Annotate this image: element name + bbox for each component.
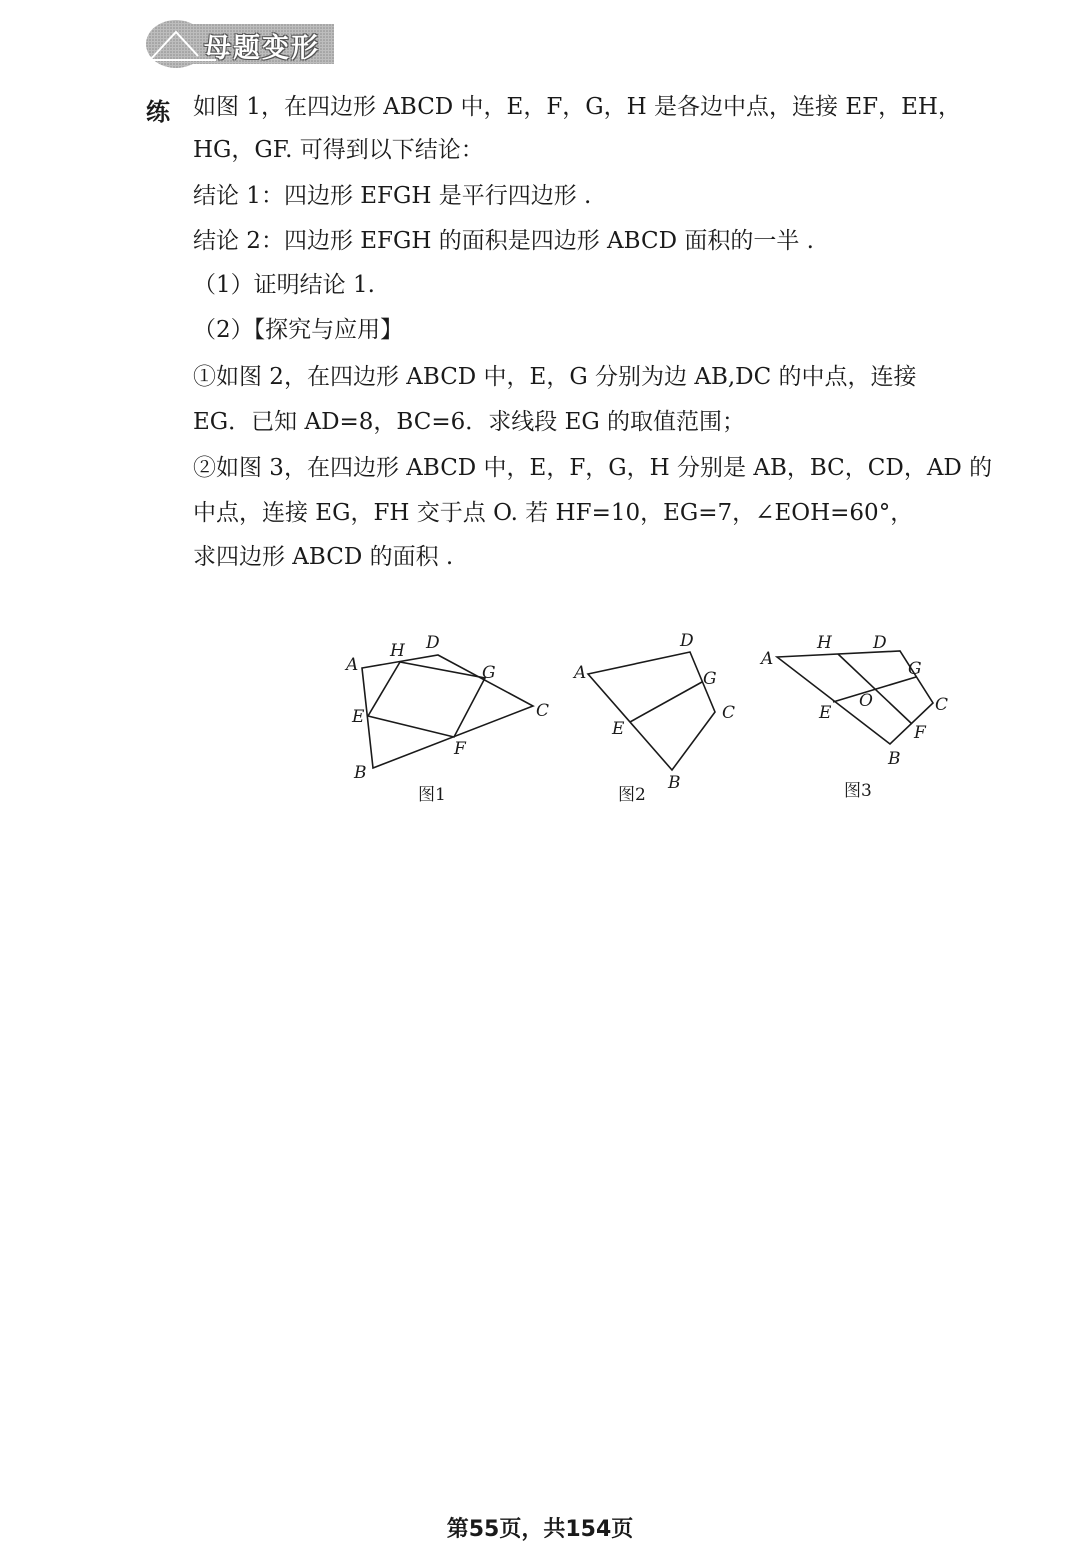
fig3-label-a: A (761, 649, 774, 669)
conclusion-1: 结论 1：四边形 EFGH 是平行四边形 . (193, 183, 592, 209)
fig3-label-b: B (888, 749, 901, 769)
sub-question-2-line-3: 求四边形 ABCD 的面积 . (193, 544, 454, 570)
sub-question-2-line-2: 中点，连接 EG，FH 交于点 O. 若 HF=10，EG=7，∠EOH=60°， (193, 500, 914, 526)
section-badge (146, 18, 336, 68)
figure-1 (330, 620, 560, 794)
fig3-label-o: O (859, 691, 873, 711)
fig2-label-g: G (703, 669, 717, 689)
figure-2 (560, 620, 760, 799)
fig3-label-d: D (873, 633, 887, 653)
page-number: 第55页，共154页 (446, 1517, 634, 1542)
exercise-label: 练 (146, 98, 170, 126)
fig1-label-a: A (346, 655, 359, 675)
problem-line-1: 如图 1，在四边形 ABCD 中，E，F，G，H 是各边中点，连接 EF，EH， (193, 94, 961, 120)
figure-2-caption: 图2 (618, 785, 646, 805)
fig1-label-g: G (482, 663, 496, 683)
fig2-label-b: B (668, 773, 681, 793)
question-2-heading: （2）【探究与应用】 (193, 317, 404, 343)
fig2-label-e: E (612, 719, 625, 739)
sub-question-1-line-1: ①如图 2，在四边形 ABCD 中，E，G 分别为边 AB,DC 的中点，连接 (193, 364, 917, 390)
problem-line-2: HG，GF. 可得到以下结论： (193, 137, 484, 163)
fig3-label-e: E (819, 703, 832, 723)
badge-title: 母题变形 (204, 33, 320, 64)
fig1-label-e: E (352, 707, 365, 727)
fig1-label-d: D (426, 633, 440, 653)
figure-1-caption: 图1 (418, 785, 446, 805)
fig1-label-c: C (536, 701, 550, 721)
fig1-label-f: F (454, 739, 466, 759)
fig3-label-h: H (817, 633, 832, 653)
fig3-label-c: C (935, 695, 949, 715)
fig2-label-c: C (722, 703, 736, 723)
figure-3 (755, 620, 965, 784)
figure-3-caption: 图3 (844, 781, 872, 801)
fig3-label-g: G (908, 659, 922, 679)
fig1-label-b: B (354, 763, 367, 783)
fig2-label-d: D (680, 631, 694, 651)
fig1-label-h: H (390, 641, 405, 661)
sub-question-1-line-2: EG．已知 AD=8，BC=6．求线段 EG 的取值范围； (193, 409, 746, 435)
fig2-label-a: A (574, 663, 587, 683)
question-1: （1）证明结论 1. (193, 272, 375, 298)
sub-question-2-line-1: ②如图 3，在四边形 ABCD 中，E，F，G，H 分别是 AB，BC，CD，AD 的 (193, 455, 993, 481)
fig3-label-f: F (914, 723, 926, 743)
conclusion-2: 结论 2：四边形 EFGH 的面积是四边形 ABCD 面积的一半 . (193, 228, 814, 254)
